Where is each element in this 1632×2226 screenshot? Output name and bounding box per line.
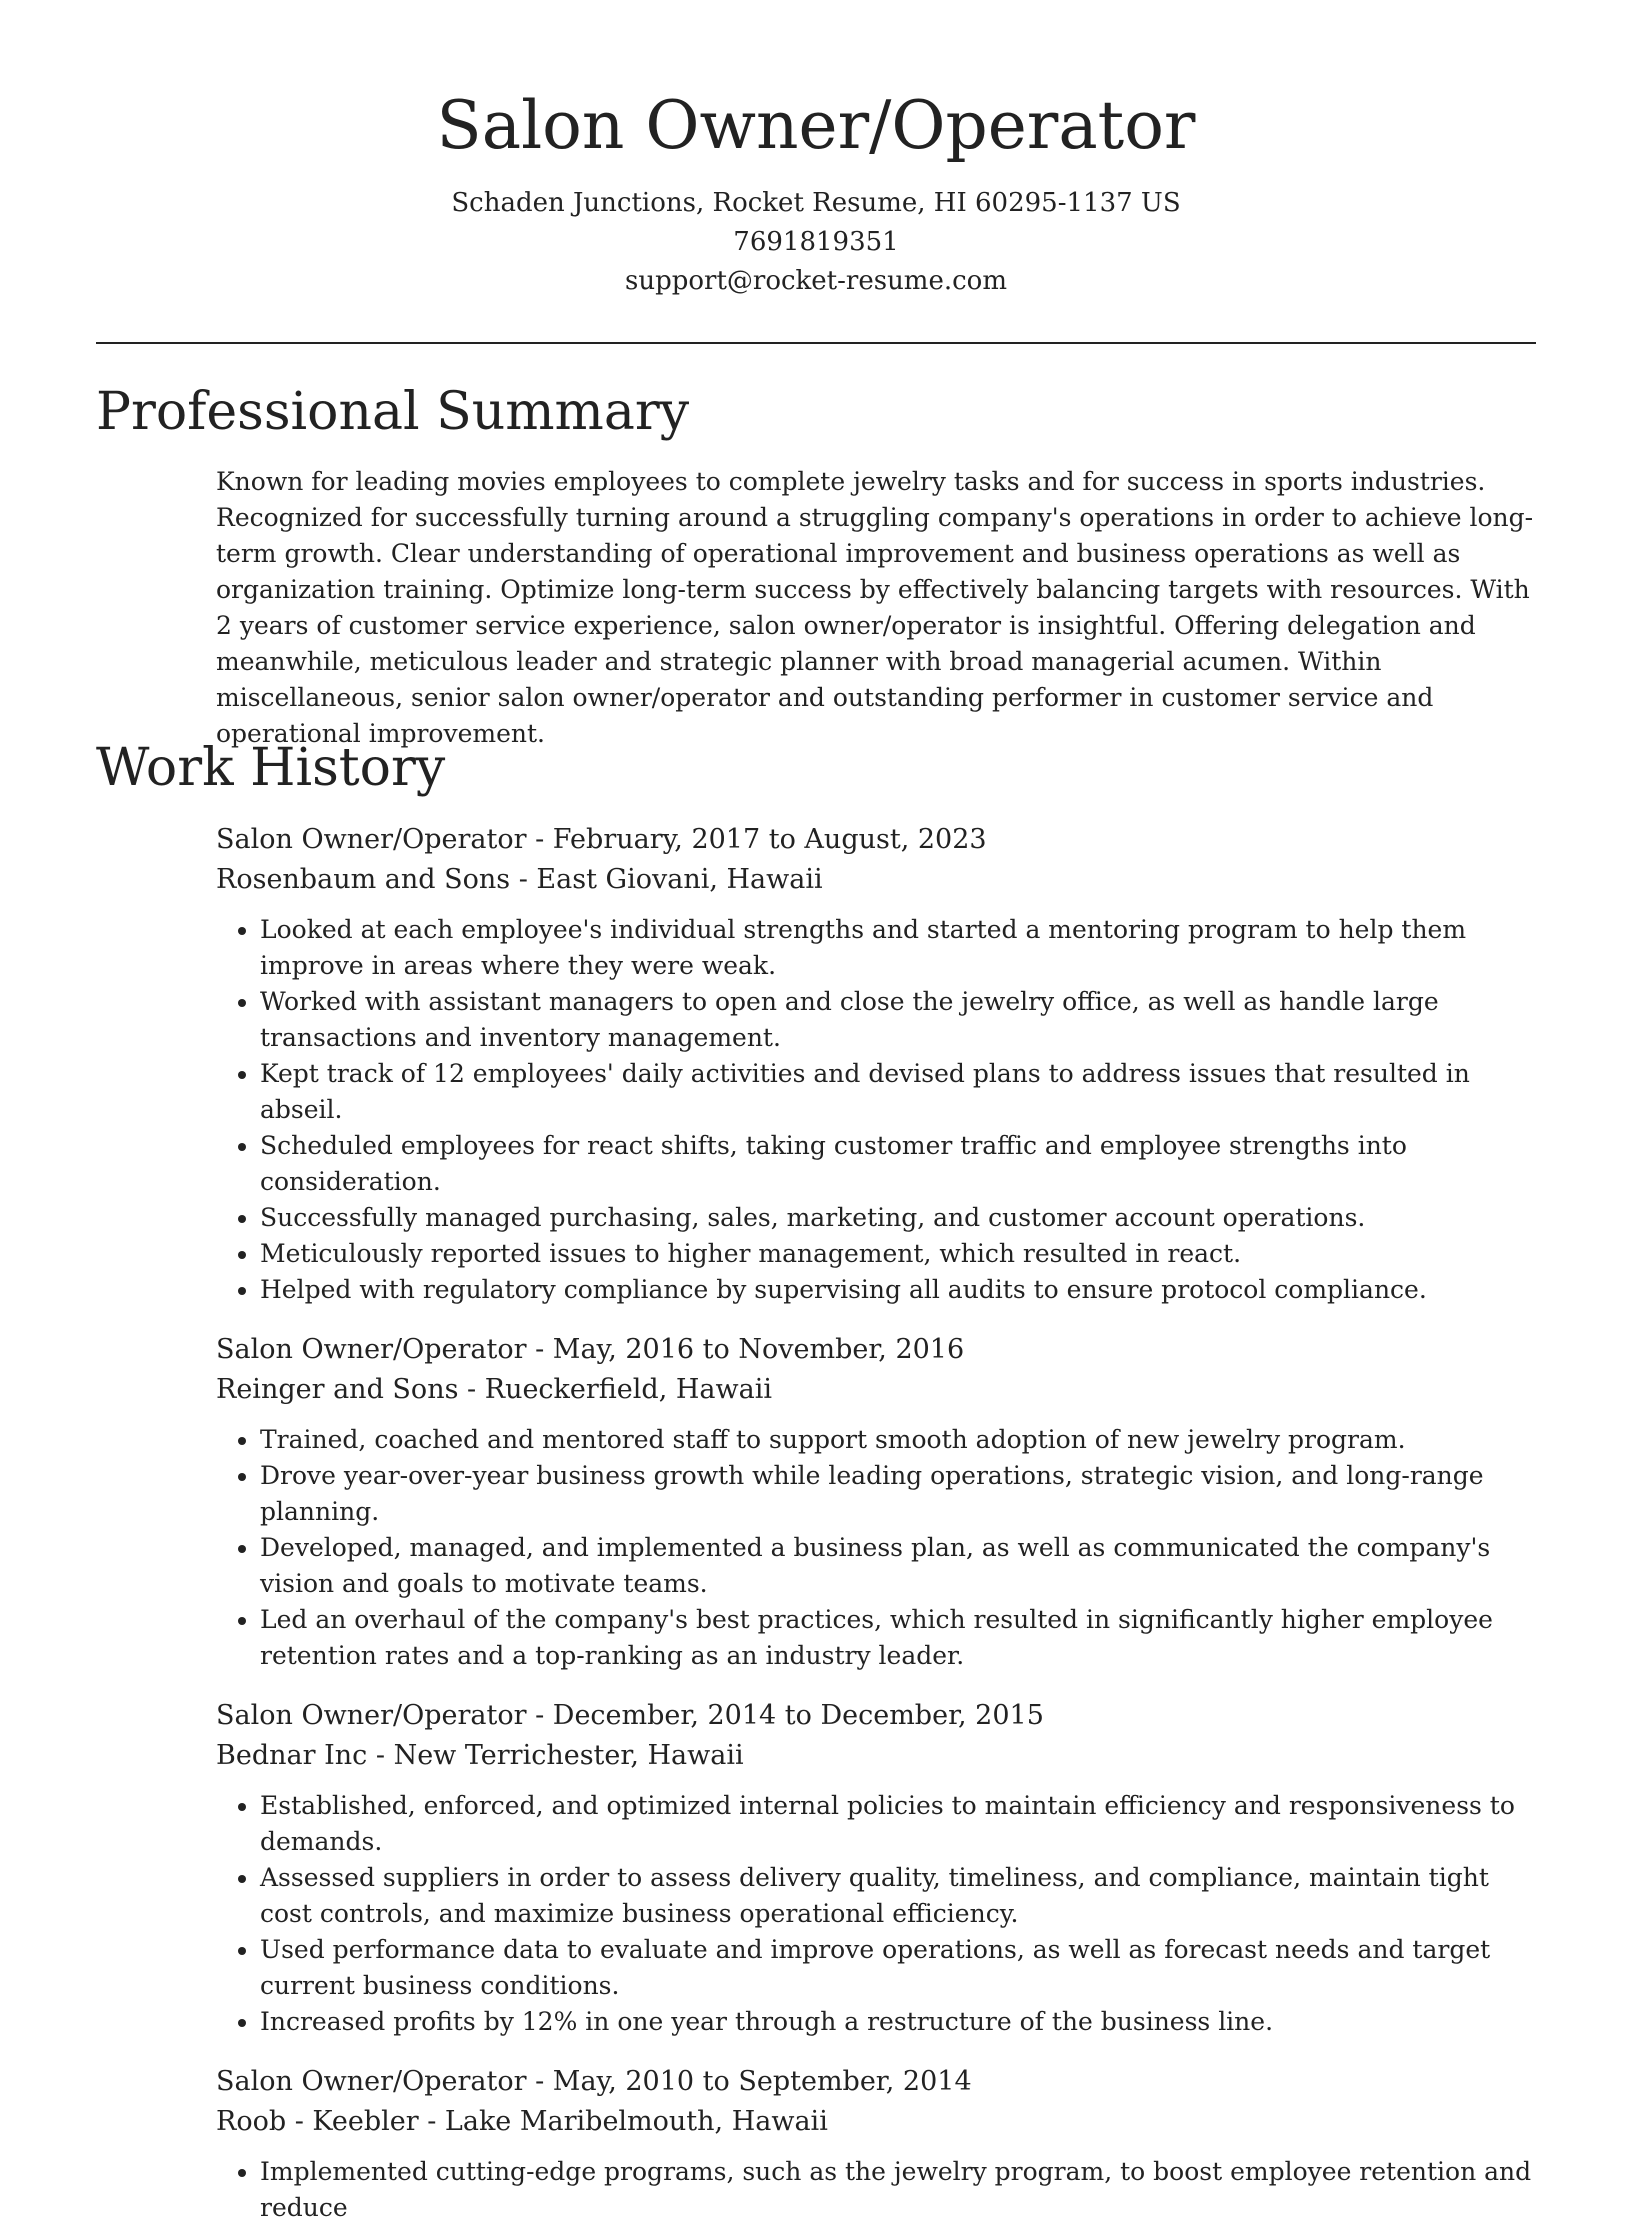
candidate-name: Salon Owner/Operator — [436, 87, 1196, 164]
bullet-item: • Established, enforced, and optimized internal policies to maintain efficiency and responsiveness to demands. — [260, 1788, 1536, 1860]
job-entry — [216, 820, 1536, 1308]
job-entry — [216, 1330, 1536, 1674]
job-title-line — [216, 2062, 1536, 2102]
bullet-item: • Trained, coached and mentored staff to support smooth adoption of new jewelry program. — [260, 1422, 1536, 1458]
job-company: Roob - Keebler — [216, 2106, 419, 2137]
job-company: Bednar Inc — [216, 1740, 368, 1771]
bullet-item: • Kept track of 12 employees' daily activities and devised plans to address issues that resulted in abseil. — [260, 1056, 1536, 1128]
job-bullets — [216, 1788, 1536, 2040]
summary-section — [0, 380, 1632, 752]
job-company-line — [216, 2102, 1536, 2142]
email-text: support@rocket-resume.com — [624, 266, 1007, 296]
job-location: Lake Maribelmouth, Hawaii — [444, 2106, 828, 2137]
job-company: Reinger and Sons — [216, 1374, 459, 1405]
address-text: Schaden Junctions, Rocket Resume, HI 60295-1137 US — [451, 188, 1181, 218]
bullet-item: • Worked with assistant managers to open and close the jewelry office, as well as handle large transactions and inventory management. — [260, 984, 1536, 1056]
job-title: Salon Owner/Operator — [216, 824, 527, 855]
summary-heading: Professional Summary — [96, 382, 690, 442]
summary-paragraph: Known for leading movies employees to complete jewelry tasks and for success in sports industries. Recognized for successfully turning around a struggling company's operations in order to achieve long-term growth. Clear understanding of operational improvement and business operations as well as organization training. Optimize long-term success by effectively balancing targets with resources. With 2 years of customer service experience, salon owner/operator is insightful. Offering delegation and meanwhile, meticulous leader and strategic planner with broad managerial acumen. Within miscellaneous, senior salon owner/operator and outstanding performer in customer service and operational improvement. — [216, 467, 1534, 748]
bullet-item: • Scheduled employees for react shifts, taking customer traffic and employee strengths into consideration. — [260, 1128, 1536, 1200]
bullet-item: • Meticulously reported issues to higher management, which resulted in react. — [260, 1236, 1536, 1272]
work-history-heading: Work History — [96, 738, 446, 798]
job-company: Rosenbaum and Sons — [216, 864, 511, 895]
job-bullets — [216, 1422, 1536, 1674]
bullet-item: • Increased profits by 12% in one year through a restructure of the business line. — [260, 2004, 1536, 2040]
job-entry — [216, 2062, 1536, 2226]
job-company-line — [216, 1736, 1536, 1776]
bullet-item: • Looked at each employee's individual strengths and started a mentoring program to help them improve in areas where they were weak. — [260, 912, 1536, 984]
bullet-item: • Drove year-over-year business growth while leading operations, strategic vision, and long-range planning. — [260, 1458, 1536, 1530]
header-divider — [96, 342, 1536, 344]
job-dates: February, 2017 to August, 2023 — [552, 824, 987, 855]
separator: - — [526, 1700, 553, 1731]
separator: - — [526, 2066, 553, 2097]
job-bullets — [216, 2154, 1536, 2226]
bullet-item: • Successfully managed purchasing, sales, marketing, and customer account operations. — [260, 1200, 1536, 1236]
work-history-section — [0, 736, 1632, 2226]
job-title-line — [216, 1696, 1536, 1736]
separator: - — [510, 864, 537, 895]
job-title: Salon Owner/Operator — [216, 1334, 527, 1365]
resume-header — [0, 0, 1632, 301]
bullet-item: • Implemented cutting-edge programs, such as the jewelry program, to boost employee retention and reduce — [260, 2154, 1536, 2226]
separator: - — [367, 1740, 394, 1771]
job-title: Salon Owner/Operator — [216, 2066, 527, 2097]
job-bullets — [216, 912, 1536, 1308]
bullet-item: • Led an overhaul of the company's best practices, which resulted in significantly higher employee retention rates and a top-ranking as an industry leader. — [260, 1602, 1536, 1674]
job-location: New Terrichester, Hawaii — [393, 1740, 744, 1771]
phone-text: 7691819351 — [733, 227, 899, 257]
job-dates: May, 2010 to September, 2014 — [552, 2066, 972, 2097]
job-title-line — [216, 1330, 1536, 1370]
job-company-line — [216, 860, 1536, 900]
job-location: East Giovani, Hawaii — [536, 864, 823, 895]
bullet-item: • Helped with regulatory compliance by supervising all audits to ensure protocol compliance. — [260, 1272, 1536, 1308]
bullet-item: • Used performance data to evaluate and improve operations, as well as forecast needs and target current business conditions. — [260, 1932, 1536, 2004]
job-company-line — [216, 1370, 1536, 1410]
job-title: Salon Owner/Operator — [216, 1700, 527, 1731]
bullet-item: • Developed, managed, and implemented a business plan, as well as communicated the company's vision and goals to motivate teams. — [260, 1530, 1536, 1602]
separator: - — [526, 824, 553, 855]
job-location: Rueckerfield, Hawaii — [484, 1374, 772, 1405]
contact-block — [0, 184, 1632, 301]
job-dates: May, 2016 to November, 2016 — [552, 1334, 965, 1365]
separator: - — [418, 2106, 445, 2137]
job-title-line — [216, 820, 1536, 860]
separator: - — [526, 1334, 553, 1365]
job-dates: December, 2014 to December, 2015 — [552, 1700, 1044, 1731]
bullet-item: • Assessed suppliers in order to assess delivery quality, timeliness, and compliance, maintain tight cost controls, and maximize business operational efficiency. — [260, 1860, 1536, 1932]
job-entry — [216, 1696, 1536, 2040]
separator: - — [458, 1374, 485, 1405]
